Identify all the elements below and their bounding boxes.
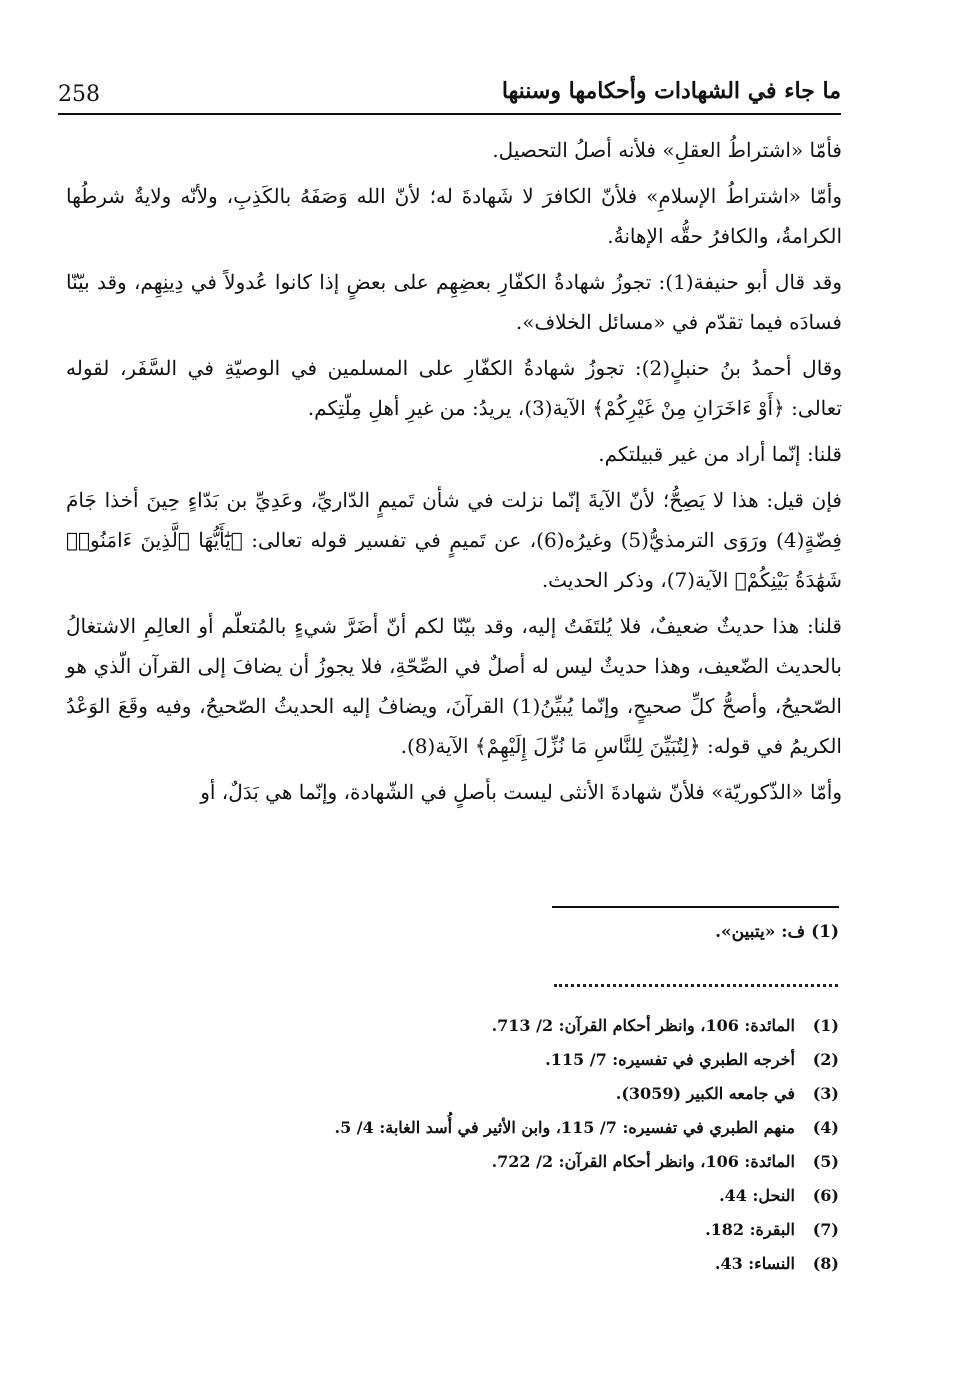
footnote-item (239, 1182, 839, 1216)
footnote-item (239, 1216, 839, 1250)
footnote-number: (6) (812, 1186, 839, 1205)
footnote-text: المائدة: 106، وانظر أحكام القرآن: 2/ 722. (491, 1152, 795, 1171)
paragraph-reason-islam: وأمّا «اشتراطُ الإسلامِ» فلأنّ الكافرَ لا شَهادةَ له؛ لأنّ الله وَصَفَهُ بالكَذِبِ، ولأنّه ولايةٌ شرطُها الكرامةُ، والكافرُ حقُّه الإهانةُ. (66, 184, 842, 248)
paragraph-masculinity: وأمّا «الذّكوريّة» فلأنّ شهادةَ الأنثى ليست بأصلٍ في الشّهادة، وإنّما هي بَدَلٌ، أو (200, 780, 842, 804)
footnote-item (239, 1046, 839, 1080)
footnote-number: (7) (812, 1220, 839, 1239)
editor-note-text: ف: «يتبين». (715, 922, 806, 942)
footnote-number: (2) (812, 1050, 839, 1069)
footnote-text: أخرجه الطبري في تفسيره: 7/ 115. (545, 1050, 795, 1069)
footnote-item (239, 1250, 839, 1284)
page-header (58, 78, 841, 112)
page-number: 258 (58, 82, 100, 107)
editor-note (715, 922, 839, 942)
footnote-item (239, 1012, 839, 1046)
footnote-number: (3) (812, 1084, 839, 1103)
footnote-item (239, 1148, 839, 1182)
footnote-number: (5) (812, 1152, 839, 1171)
footnote-number: (1) (812, 1016, 839, 1035)
footnote-number: (4) (812, 1118, 839, 1137)
footnote-text: النساء: 43. (714, 1254, 795, 1273)
footnote-number: (8) (812, 1254, 839, 1273)
editor-note-number: (1) (811, 922, 839, 942)
paragraph-reason-sanity: فأمّا «اشتراطُ العقلِ» فلأنه أصلُ التحصيل. (492, 138, 842, 162)
footnote-rule (552, 906, 839, 908)
footnote-text: النحل: 44. (719, 1186, 795, 1205)
paragraph-objection: فإن قيل: هذا لا يَصِحُّ؛ لأنّ الآيةَ إنّما نزلت في شأن تَميمٍ الدّاريِّ، وعَدِيِّ بن بَدّاءٍ حِينَ أخذا جَامَ فِضّةٍ(4) ورَوَى الترمذيُّ(5) وغيرُه(6)، عن تَميمٍ في تفسير قوله تعالى: ﴿يَٰٓأَيُّهَا ٱلَّذِينَ ءَامَنُوا۟ شَهَٰدَةُ بَيْنِكُمْ﴾ الآية(7)، وذكر الحديث. (66, 488, 842, 592)
footnote-text: منهم الطبري في تفسيره: 7/ 115، وابن الأثير في أُسد الغابة: 4/ 5. (334, 1118, 795, 1137)
main-text (66, 130, 842, 818)
footnote-text: البقرة: 182. (705, 1220, 795, 1239)
paragraph-abu-hanifa: وقد قال أبو حنيفة(1): تجوزُ شهادةُ الكفّارِ بعضِهِم على بعضٍ إذا كانوا عُدولاً في دِينِهِم، وقد بيّنّا فسادَه فيما تقدّم في «مسائل الخلاف». (66, 270, 842, 334)
footnote-text: المائدة: 106، وانظر أحكام القرآن: 2/ 713. (491, 1016, 795, 1035)
paragraph-reply-1: قلنا: إنّما أراد من غير قبيلتكم. (598, 442, 842, 466)
footnotes-list (239, 1012, 839, 1284)
header-rule (58, 113, 841, 115)
running-title: ما جاء في الشهادات وأحكامها وسننها (501, 78, 841, 104)
footnote-item (239, 1114, 839, 1148)
paragraph-reply-2: قلنا: هذا حديثٌ ضعيفٌ، فلا يُلتَفَتُ إليه، وقد بيّنّا لكم أنّ أضَرَّ شيءٍ بالمُتعلّم أو العالِمِ الاشتغالُ بالحديث الضّعيف، وهذا حديثٌ ليس له أصلٌ في الصِّحّةِ، فلا يجوزُ أن يضافَ إلى القرآن الّذي هو الصّحيحُ، وأصحُّ كلِّ صحيحٍ، وإنّما يُبيِّنُ(1) القرآنَ، ويضافُ إليه الحديثُ الصّحيحُ، وفيه وقَعَ الوَعْدُ الكريمُ في قوله: ﴿لِتُبَيِّنَ لِلنَّاسِ مَا نُزِّلَ إِلَيْهِمْ﴾ الآية(8). (66, 614, 842, 758)
dotted-separator (554, 984, 838, 987)
paragraph-ahmad-ibn-hanbal: وقال أحمدُ بنُ حنبلٍ(2): تجوزُ شهادةُ الكفّارِ على المسلمين في الوصيّةِ في السَّفَر، لقوله تعالى: ﴿أَوْ ءَاخَرَانِ مِنْ غَيْرِكُمْ﴾ الآية(3)، يريدُ: من غيرِ أهلِ مِلّتِكم. (66, 356, 843, 420)
footnote-text: في جامعه الكبير (3059). (615, 1084, 795, 1103)
footnote-item (239, 1080, 839, 1114)
